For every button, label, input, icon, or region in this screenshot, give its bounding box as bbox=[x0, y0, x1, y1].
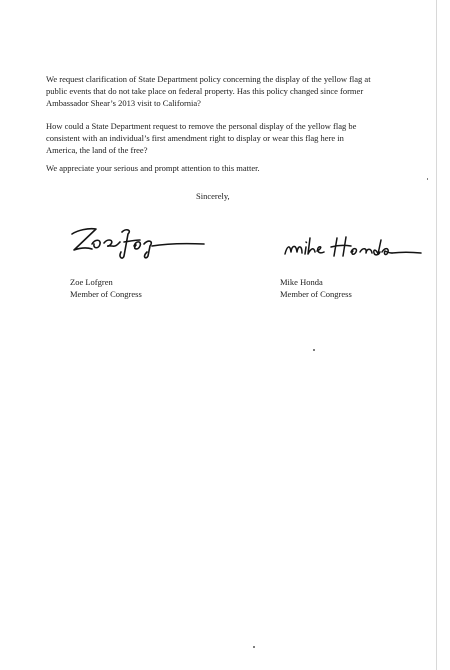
scan-speck bbox=[253, 646, 255, 648]
signature-zoe-lofgren bbox=[68, 222, 208, 262]
signer-title: Member of Congress bbox=[70, 289, 142, 299]
page-edge-line bbox=[436, 0, 437, 670]
signer-name: Zoe Lofgren bbox=[70, 277, 113, 287]
paragraph-appreciation: We appreciate your serious and prompt attention to this matter. bbox=[46, 163, 260, 173]
signature-mike-honda bbox=[283, 232, 423, 264]
closing-salutation: Sincerely, bbox=[196, 191, 230, 201]
signature-block-honda bbox=[280, 276, 352, 300]
signer-title: Member of Congress bbox=[280, 289, 352, 299]
signer-name: Mike Honda bbox=[280, 277, 323, 287]
scan-speck bbox=[427, 178, 428, 180]
paragraph-first-amendment: How could a State Department request to remove the personal display of the yellow flag be consistent with an individual’s first amendment right to display or wear this flag here in America, the land of the free? bbox=[46, 121, 357, 155]
scan-speck bbox=[313, 349, 315, 351]
signature-block-lofgren bbox=[70, 276, 142, 300]
paragraph-clarification: We request clarification of State Department policy concerning the display of the yellow flag at public events that do not take place on federal property. Has this policy changed since former Ambassador Shear’s 2013 visit to California? bbox=[46, 74, 371, 108]
